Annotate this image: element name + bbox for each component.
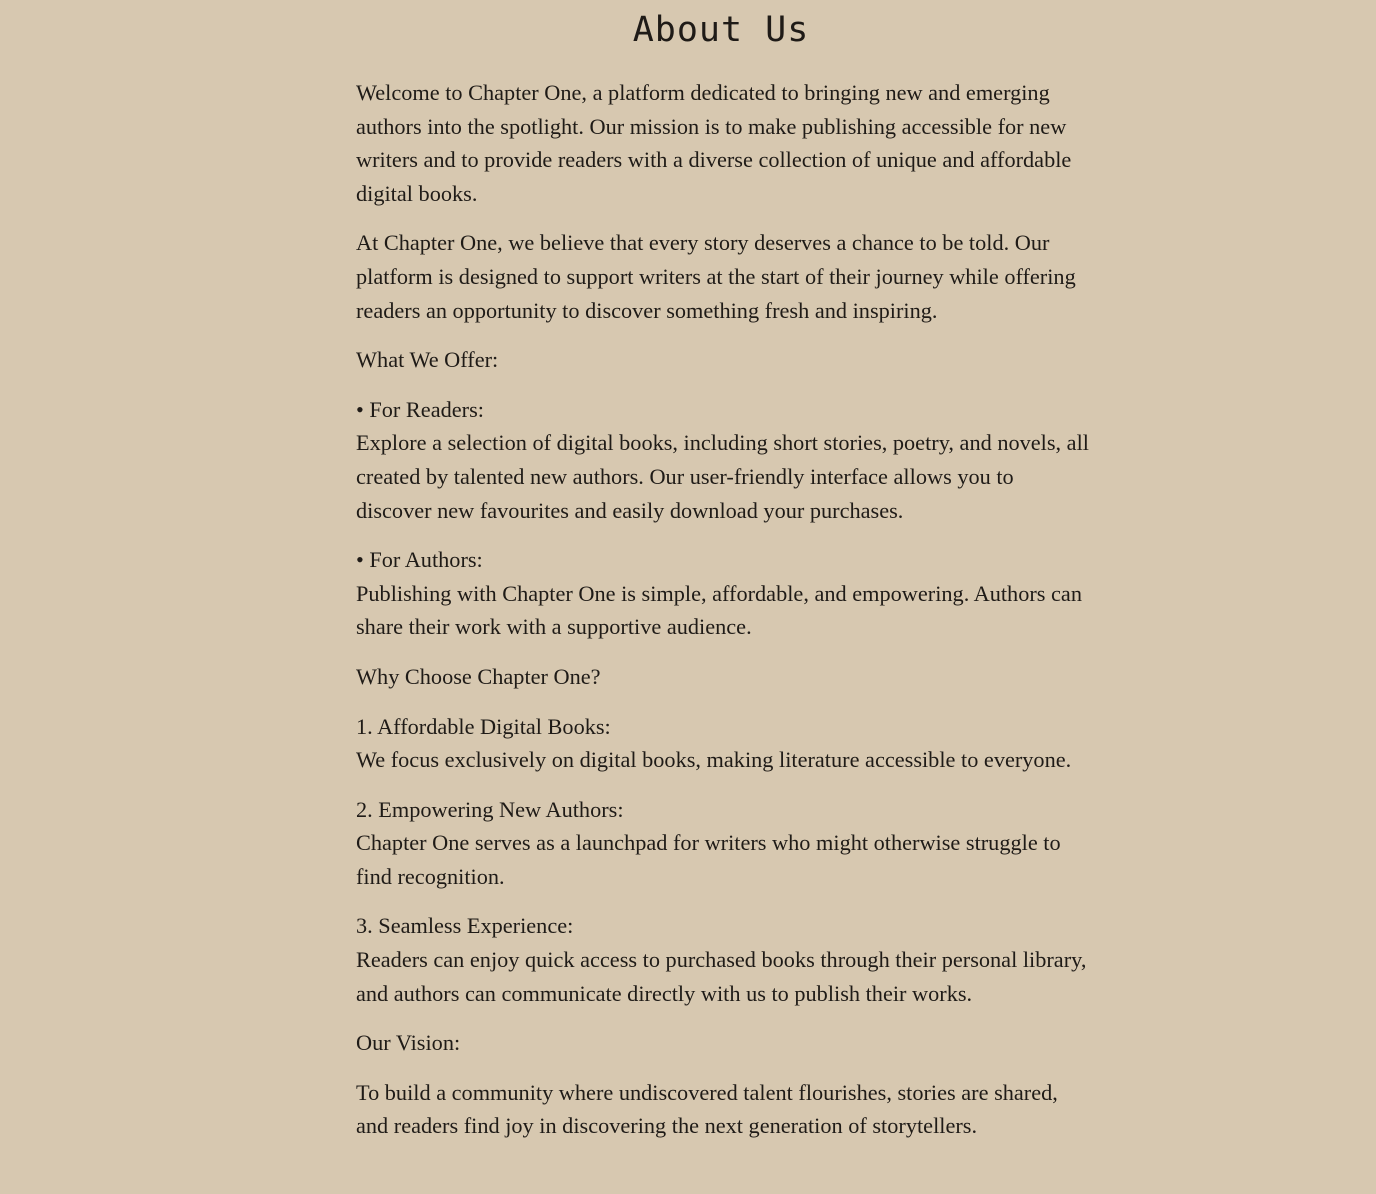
offer-authors-label: • For Authors:: [356, 547, 483, 573]
why-item-label: 1. Affordable Digital Books:: [356, 713, 611, 739]
vision-text: To build a community where undiscovered talent flourishes, stories are shared, and readers find joy in discovering the next generation of storytellers.: [356, 1079, 1058, 1139]
vision-heading: Our Vision:: [356, 1030, 461, 1056]
why-item-text: We focus exclusively on digital books, making literature accessible to everyone.: [356, 747, 1072, 773]
about-content: [356, 76, 1091, 1159]
why-item-empowering: [356, 793, 1091, 894]
offer-authors: [356, 543, 1091, 644]
why-item-label: 2. Empowering New Authors:: [356, 796, 624, 822]
why-item-label: 3. Seamless Experience:: [356, 913, 574, 939]
offer-readers: [356, 393, 1091, 527]
why-item-seamless: [356, 909, 1091, 1010]
why-item-text: Chapter One serves as a launchpad for writers who might otherwise struggle to find recognition.: [356, 830, 1061, 889]
intro-paragraph-2: At Chapter One, we believe that every story deserves a chance to be told. Our platform is designed to support writers at the start of their journey while offering readers an opportunity to discover something fresh and inspiring.: [356, 230, 1076, 323]
offer-readers-text: Explore a selection of digital books, including short stories, poetry, and novels, all created by talented new authors. Our user-friendly interface allows you to discover new favourites and easily download your purchases.: [356, 430, 1089, 523]
page-title: About Us: [632, 10, 810, 50]
offer-readers-label: • For Readers:: [356, 396, 484, 422]
offer-heading: What We Offer:: [356, 347, 499, 373]
intro-paragraph-1: Welcome to Chapter One, a platform dedicated to bringing new and emerging authors into the spotlight. Our mission is to make publishing accessible for new writers and to provide readers with a diverse collection of unique and affordable digital books.: [356, 80, 1072, 206]
why-item-text: Readers can enjoy quick access to purchased books through their personal library, and authors can communicate directly with us to publish their works.: [356, 947, 1087, 1006]
why-item-affordable: [356, 710, 1091, 777]
offer-authors-text: Publishing with Chapter One is simple, affordable, and empowering. Authors can share their work with a supportive audience.: [356, 580, 1082, 640]
why-heading: Why Choose Chapter One?: [356, 663, 601, 689]
